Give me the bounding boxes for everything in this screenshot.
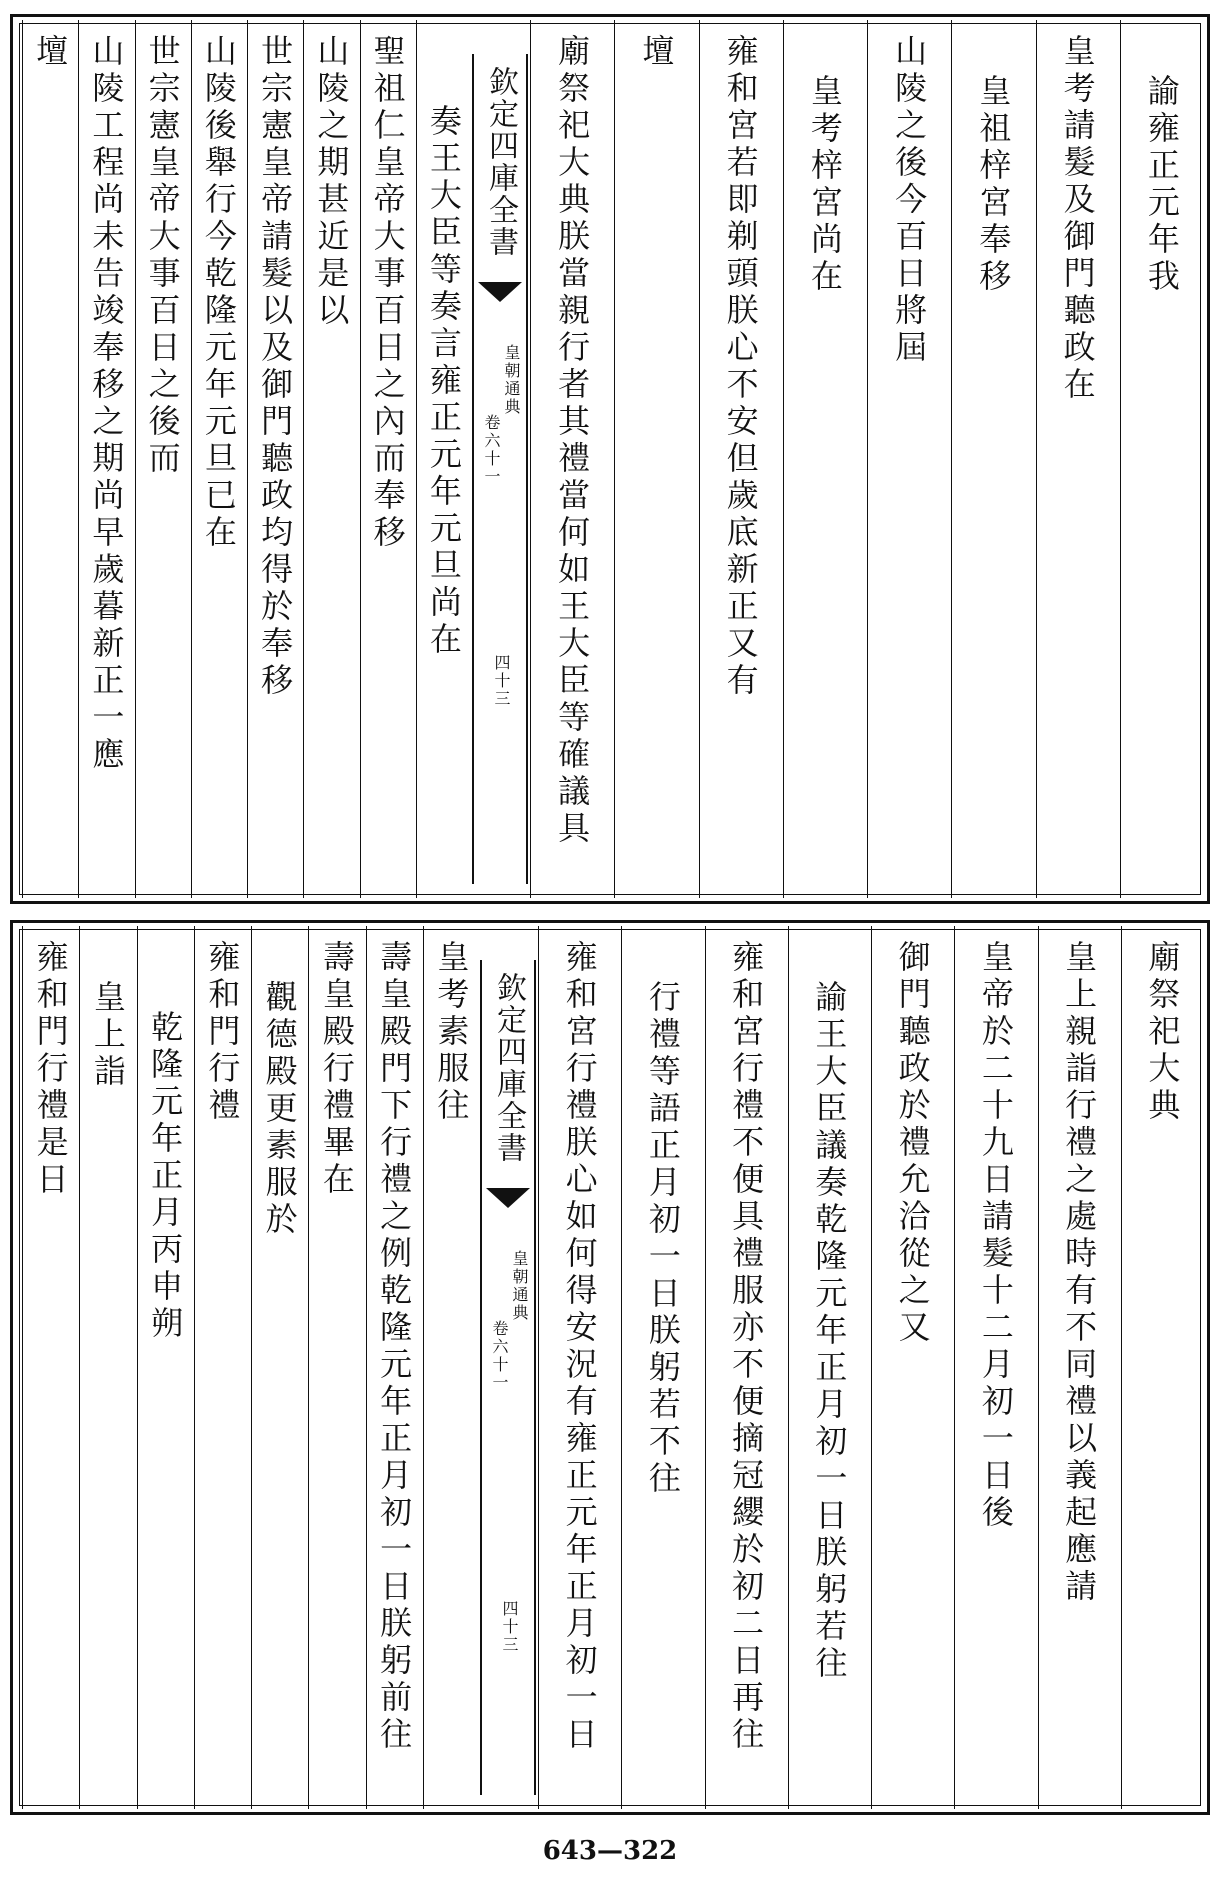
text-column: 皇上親詣行禮之處時有不同禮以義起應請	[1060, 940, 1099, 1606]
top-strip-leaf: 四十三	[492, 654, 511, 708]
text-column: 皇上詣	[88, 980, 127, 1091]
column-rule	[867, 20, 868, 898]
top-page	[10, 14, 1210, 904]
bottom-strip-book: 皇朝通典	[510, 1250, 529, 1322]
column-rule	[247, 20, 248, 898]
text-column: 廟祭祀大典朕當親行者其禮當何如王大臣等確議具	[553, 34, 592, 848]
text-column: 雍和宮若即剃頭朕心不安但歲底新正又有	[721, 34, 760, 700]
text-column: 世宗憲皇帝大事百日之後而	[143, 34, 182, 478]
text-column: 雍和門行禮是日	[31, 940, 70, 1199]
bottom-strip-title: 欽定四庫全書	[491, 972, 526, 1164]
text-column: 觀德殿更素服於	[260, 980, 299, 1239]
text-column: 壽皇殿門下行禮之例乾隆元年正月初一日朕躬前往	[375, 940, 414, 1754]
text-column: 皇祖梓宮奉移	[974, 74, 1013, 296]
column-rule	[135, 20, 136, 898]
column-rule	[621, 926, 622, 1809]
text-column: 諭雍正元年我	[1142, 74, 1181, 296]
text-column: 行禮等語正月初一日朕躬若不往	[643, 980, 682, 1498]
column-rule	[308, 926, 309, 1809]
text-column: 御門聽政於禮允洽從之又	[893, 940, 932, 1347]
column-rule	[251, 926, 252, 1809]
text-column: 皇考請髮及御門聽政在	[1058, 34, 1097, 404]
text-column: 山陵之期甚近是以	[312, 34, 351, 330]
top-strip-volume: 卷六十一	[482, 414, 501, 486]
bottom-strip-volume: 卷六十一	[490, 1320, 509, 1392]
bottom-strip-leaf: 四十三	[500, 1600, 519, 1654]
text-column: 山陵後舉行今乾隆元年元旦已在	[199, 34, 238, 552]
top-center-strip	[472, 54, 528, 884]
top-strip-book: 皇朝通典	[502, 344, 521, 416]
text-column: 廟祭祀大典	[1143, 940, 1182, 1125]
column-rule	[538, 926, 539, 1809]
page-number: 643—322	[542, 1836, 678, 1866]
text-column: 聖祖仁皇帝大事百日之內而奉移	[368, 34, 407, 552]
text-column: 壽皇殿行禮畢在	[317, 940, 356, 1199]
text-column: 雍和宮行禮不便具禮服亦不便摘冠纓於初二日再往	[727, 940, 766, 1754]
bottom-fish-tail-mark	[486, 1188, 530, 1208]
column-rule	[1038, 926, 1039, 1809]
text-column: 山陵工程尚未告竣奉移之期尚早歲暮新正一應	[87, 34, 126, 774]
column-rule	[783, 20, 784, 898]
column-rule	[1036, 20, 1037, 898]
column-rule	[699, 20, 700, 898]
column-rule	[416, 20, 417, 898]
column-rule	[79, 926, 80, 1809]
column-rule	[705, 926, 706, 1809]
column-rule	[614, 20, 615, 898]
column-rule	[423, 926, 424, 1809]
text-column: 奏王大臣等奏言雍正元年元旦尚在	[424, 104, 463, 659]
column-rule	[194, 926, 195, 1809]
column-rule	[530, 20, 531, 898]
column-rule	[78, 20, 79, 898]
bottom-center-strip	[480, 960, 536, 1795]
column-rule	[22, 20, 23, 898]
text-column: 皇帝於二十九日請髮十二月初一日後	[976, 940, 1015, 1532]
text-column: 乾隆元年正月丙申朔	[146, 1010, 185, 1343]
column-rule	[1120, 20, 1121, 898]
column-rule	[22, 926, 23, 1809]
top-strip-title: 欽定四庫全書	[483, 66, 518, 258]
text-column: 世宗憲皇帝請髮以及御門聽政均得於奉移	[256, 34, 295, 700]
top-fish-tail-mark	[478, 282, 522, 302]
column-rule	[871, 926, 872, 1809]
column-rule	[954, 926, 955, 1809]
text-column: 皇考梓宮尚在	[805, 74, 844, 296]
bottom-page	[10, 920, 1210, 1815]
text-column: 諭王大臣議奏乾隆元年正月初一日朕躬若往	[810, 980, 849, 1683]
column-rule	[366, 926, 367, 1809]
column-rule	[303, 20, 304, 898]
column-rule	[788, 926, 789, 1809]
column-rule	[1121, 926, 1122, 1809]
text-column: 壇	[31, 34, 70, 71]
text-column: 皇考素服往	[432, 940, 471, 1125]
text-column: 雍和門行禮	[203, 940, 242, 1125]
column-rule	[137, 926, 138, 1809]
text-column: 雍和宮行禮朕心如何得安況有雍正元年正月初一日	[560, 940, 599, 1754]
column-rule	[360, 20, 361, 898]
column-rule	[951, 20, 952, 898]
column-rule	[191, 20, 192, 898]
text-column: 壇	[637, 34, 676, 71]
text-column: 山陵之後今百日將屆	[890, 34, 929, 367]
